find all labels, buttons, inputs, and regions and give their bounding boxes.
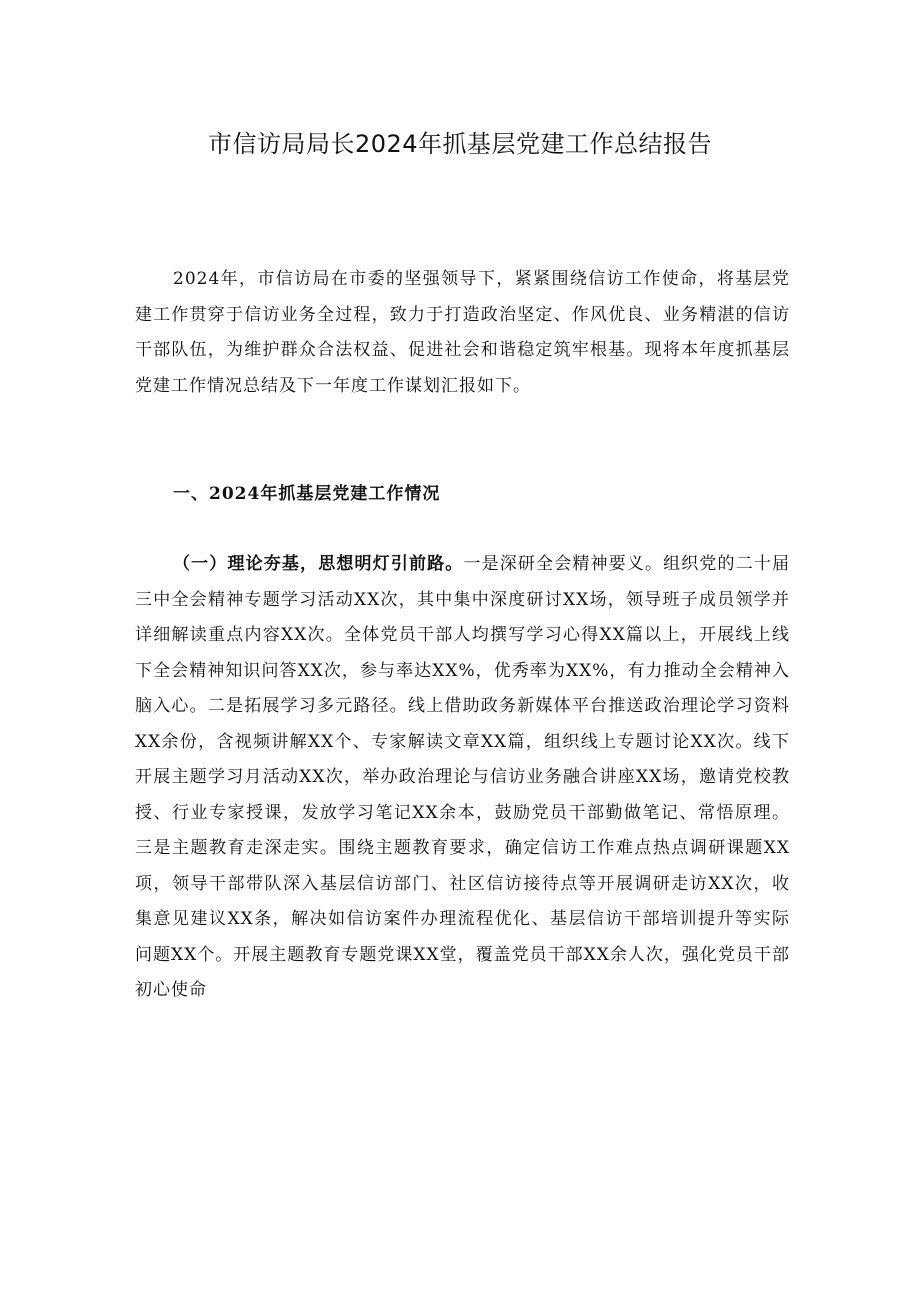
subsection-lead: （一）理论夯基，思想明灯引前路。 — [173, 554, 464, 574]
document-title: 市信访局局长2024年抓基层党建工作总结报告 — [207, 130, 713, 158]
section-heading: 一、2024年抓基层党建工作情况 — [173, 484, 441, 504]
intro-paragraph: 2024年，市信访局在市委的坚强领导下，紧紧围绕信访工作使命，将基层党建工作贯穿于信访业务全过程，致力于打造政治坚定、作风优良、业务精湛的信访干部队伍，为维护群众合法权益、促进社会和谐稳定筑牢根基。现将本年度抓基层党建工作情况总结及下一年度工作谋划汇报如下。 — [135, 269, 790, 396]
subsection-paragraph — [135, 547, 790, 1009]
subsection-body: 一是深研全会精神要义。组织党的二十届三中全会精神专题学习活动XX次，其中集中深度研讨XX场，领导班子成员领学并详细解读重点内容XX次。全体党员干部人均撰写学习心得XX篇以上，开展线上线下全会精神知识问答XX次，参与率达XX%，优秀率为XX%，有力推动全会精神入脑入心。二是拓展学习多元路径。线上借助政务新媒体平台推送政治理论学习资料XX余份，含视频讲解XX个、专家解读文章XX篇，组织线上专题讨论XX次。线下开展主题学习月活动XX次，举办政治理论与信访业务融合讲座XX场，邀请党校教授、行业专家授课，发放学习笔记XX余本，鼓励党员干部勤做笔记、常悟原理。三是主题教育走深走实。围绕主题教育要求，确定信访工作难点热点调研课题XX项，领导干部带队深入基层信访部门、社区信访接待点等开展调研走访XX次，收集意见建议XX条，解决如信访案件办理流程优化、基层信访干部培训提升等实际问题XX个。开展主题教育专题党课XX堂，覆盖党员干部XX余人次，强化党员干部初心使命 — [135, 554, 791, 1000]
